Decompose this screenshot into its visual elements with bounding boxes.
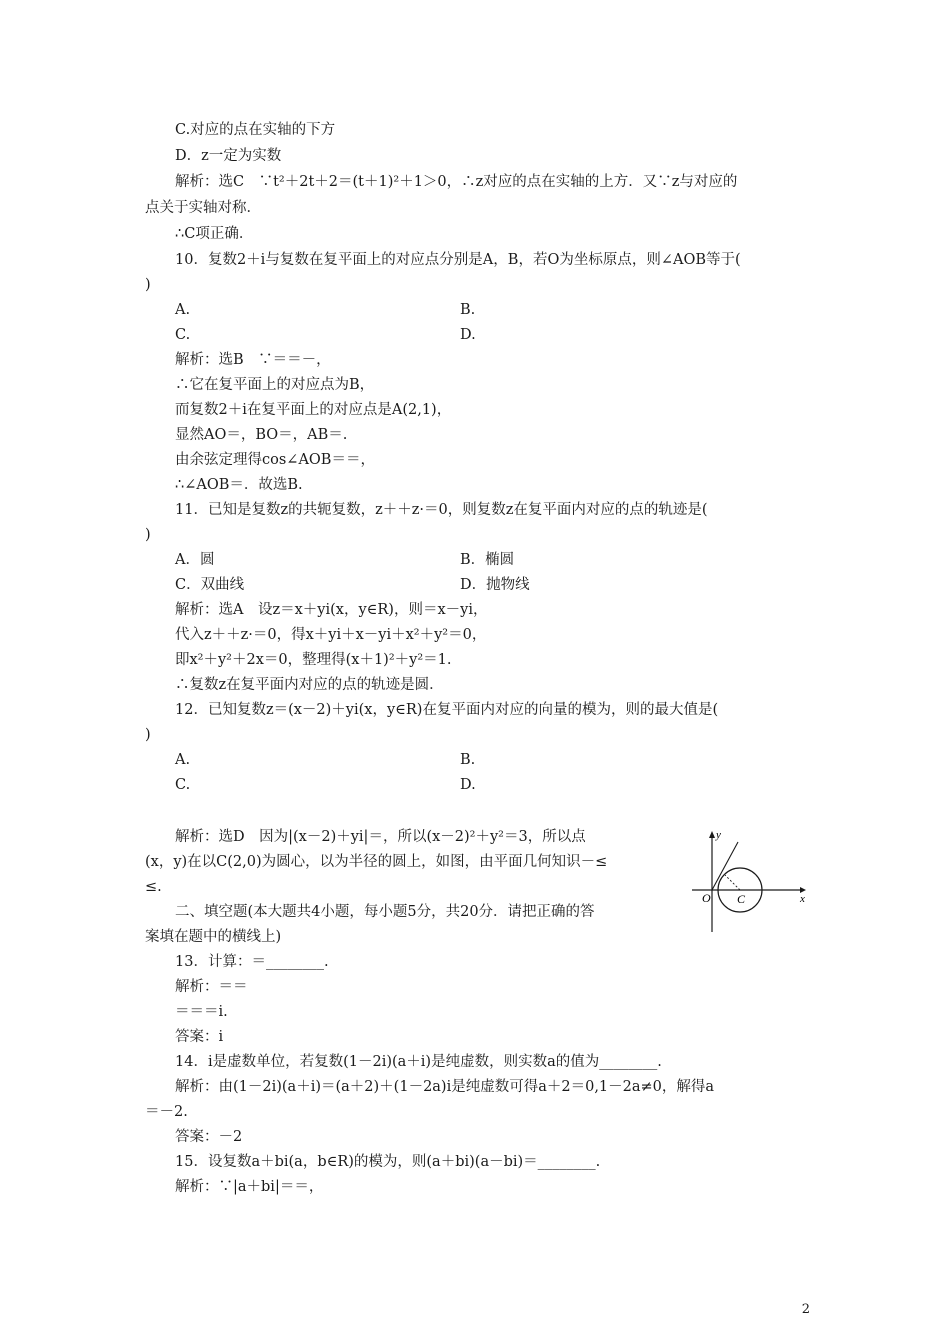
text-line: ) <box>145 277 151 293</box>
text-line: ∴它在复平面上的对应点为B， <box>175 377 375 393</box>
question-12: 12．已知复数z＝(x－2)＋yi(x，y∈R)在复平面内对应的向量的模为，则的最大值是( <box>175 702 719 718</box>
text-line: 解析：选C ∵t²＋2t＋2＝(t＋1)²＋1＞0，∴z对应的点在实轴的上方．又∵z与对应的 <box>175 174 738 190</box>
answer-line: 答案：－2 <box>175 1129 243 1145</box>
text-line: C.对应的点在实轴的下方 <box>175 122 336 138</box>
text-line: (x，y)在以C(2,0)为圆心，以为半径的圆上，如图，由平面几何知识－≤ <box>145 854 608 870</box>
question-11: 11．已知是复数z的共轭复数，z＋＋z·＝0，则复数z在复平面内对应的点的轨迹是( <box>175 502 708 518</box>
text-line: 案填在题中的横线上) <box>145 929 282 945</box>
x-label: x <box>800 893 805 905</box>
text-line: ∴复数z在复平面内对应的点的轨迹是圆． <box>175 677 444 693</box>
y-label: y <box>716 829 721 841</box>
center-label: C <box>737 892 746 906</box>
answer-line: 答案：i <box>175 1029 224 1045</box>
text-line: 解析：选B ∵＝＝－， <box>175 352 331 368</box>
text-line: ) <box>145 527 151 543</box>
question-10: 10．复数2＋i与复数在复平面上的对应点分别是A，B，若O为坐标原点，则∠AOB等于( <box>175 252 741 268</box>
text-line: ＝＝＝i. <box>175 1004 228 1020</box>
text-line: 解析：选D 因为|(x－2)＋yi|＝，所以(x－2)²＋y²＝3，所以点 <box>175 829 586 845</box>
option-b: B. <box>460 302 476 318</box>
option-d: D．抛物线 <box>460 577 530 593</box>
option-c: C. <box>175 777 191 793</box>
circle-figure <box>688 826 808 936</box>
option-d: D. <box>460 327 476 343</box>
question-14: 14．i是虚数单位，若复数(1－2i)(a＋i)是纯虚数，则实数a的值为________. <box>175 1054 662 1070</box>
text-line: 解析：∵|a＋bi|＝＝， <box>175 1179 324 1195</box>
text-line: ≤. <box>145 879 162 895</box>
text-line: 点关于实轴对称． <box>145 200 261 216</box>
text-line: ∴C项正确． <box>175 226 254 242</box>
text-line: 即x²＋y²＋2x＝0，整理得(x＋1)²＋y²＝1. <box>175 652 452 668</box>
option-c: C. <box>175 327 191 343</box>
text-line: 解析：＝＝ <box>175 979 248 995</box>
option-a: A. <box>175 752 191 768</box>
page-number: 2 <box>801 1302 810 1317</box>
option-c: C．双曲线 <box>175 577 245 593</box>
section-heading: 二、填空题(本大题共4小题，每小题5分，共20分．请把正确的答 <box>175 904 595 920</box>
option-b: B．椭圆 <box>460 552 515 568</box>
radius-line <box>725 875 740 890</box>
option-b: B. <box>460 752 476 768</box>
text-line: 代入z＋＋z·＝0，得x＋yi＋x－yi＋x²＋y²＝0， <box>175 627 487 643</box>
text-line: ＝－2. <box>145 1104 188 1120</box>
text-line: 显然AO＝，BO＝，AB＝. <box>175 427 348 443</box>
text-line: D．z一定为实数 <box>175 148 282 164</box>
text-line: ∴∠AOB＝．故选B. <box>175 477 303 493</box>
option-a: A．圆 <box>175 552 215 568</box>
text-line: 解析：选A 设z＝x＋yi(x，y∈R)，则＝x－yi， <box>175 602 488 618</box>
tangent-line <box>712 842 738 890</box>
question-13: 13．计算：＝________. <box>175 954 329 970</box>
text-line: ) <box>145 727 151 743</box>
origin-label: O <box>702 891 711 905</box>
option-a: A. <box>175 302 191 318</box>
text-line: 而复数2＋i在复平面上的对应点是A(2,1)， <box>175 402 452 418</box>
text-line: 解析：由(1－2i)(a＋i)＝(a＋2)＋(1－2a)i是纯虚数可得a＋2＝0,1－2a≠0，解得a <box>175 1079 715 1095</box>
y-axis-arrow-icon <box>709 831 715 838</box>
text-line: 由余弦定理得cos∠AOB＝＝， <box>175 452 375 468</box>
question-15: 15．设复数a＋bi(a，b∈R)的模为，则(a＋bi)(a－bi)＝________. <box>175 1154 601 1170</box>
option-d: D. <box>460 777 476 793</box>
